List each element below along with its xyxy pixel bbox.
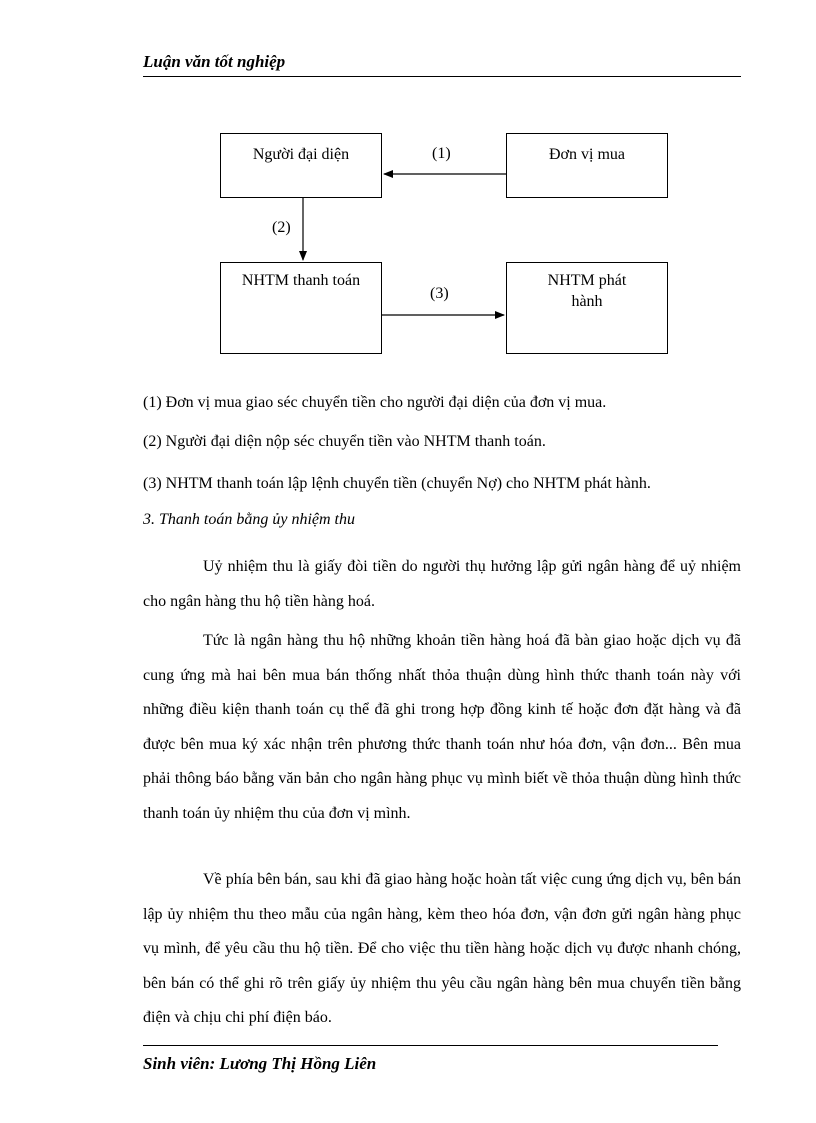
box-issuing-bank-label: NHTM phát hành [547,272,627,310]
box-buyer-label: Đơn vị mua [548,146,625,163]
box-paying-bank-label: NHTM thanh toán [241,272,361,289]
footer-divider [143,1045,718,1046]
section-title: 3. Thanh toán bằng ủy nhiệm thu [143,511,355,528]
footer-author: Sinh viên: Lương Thị Hồng Liên [143,1054,377,1073]
box-representative-label: Người đại diện [252,146,350,163]
step-3-text: (3) NHTM thanh toán lập lệnh chuyển tiền (chuyển Nợ) cho NHTM phát hành. [143,475,651,492]
step-2-text: (2) Người đại diện nộp séc chuyển tiền vào NHTM thanh toán. [143,433,546,450]
arrow-step1-label: (1) [432,145,451,162]
arrow-step2-label: (2) [272,219,291,236]
diagram-arrows [0,0,816,400]
paragraph-2: Tức là ngân hàng thu hộ những khoản tiền hàng hoá đã bàn giao hoặc dịch vụ đã cung ứng mà hai bên mua bán thống nhất thỏa thuận dùng hình thức thanh toán này với những điều kiện thanh toán cụ thể đã ghi trong hợp đồng kinh tế hoặc đơn đặt hàng và đã được bên mua ký xác nhận trên phương thức thanh toán như hóa đơn, vận đơn... Bên mua phải thông báo bằng văn bản cho ngân hàng phục vụ mình biết về thỏa thuận dùng hình thức thanh toán ủy nhiệm thu của đơn vị mình. [143,632,741,822]
page-header-title: Luận văn tốt nghiệp [143,52,286,71]
paragraph-3: Về phía bên bán, sau khi đã giao hàng hoặc hoàn tất việc cung ứng dịch vụ, bên bán lập ủy nhiệm thu theo mẫu của ngân hàng, kèm theo hóa đơn, vận đơn gửi ngân hàng phục vụ mình, để yêu cầu thu hộ tiền. Để cho việc thu tiền hàng hoặc dịch vụ được nhanh chóng, bên bán có thể ghi rõ trên giấy ủy nhiệm thu yêu cầu ngân hàng bên mua chuyển tiền bằng điện và chịu chi phí điện báo. [143,871,741,1026]
arrow-step3-label: (3) [430,285,449,302]
step-1-text: (1) Đơn vị mua giao séc chuyển tiền cho người đại diện của đơn vị mua. [143,394,607,411]
paragraph-1: Uỷ nhiệm thu là giấy đòi tiền do người thụ hưởng lập gửi ngân hàng để uỷ nhiệm cho ngân hàng thu hộ tiền hàng hoá. [143,558,741,610]
